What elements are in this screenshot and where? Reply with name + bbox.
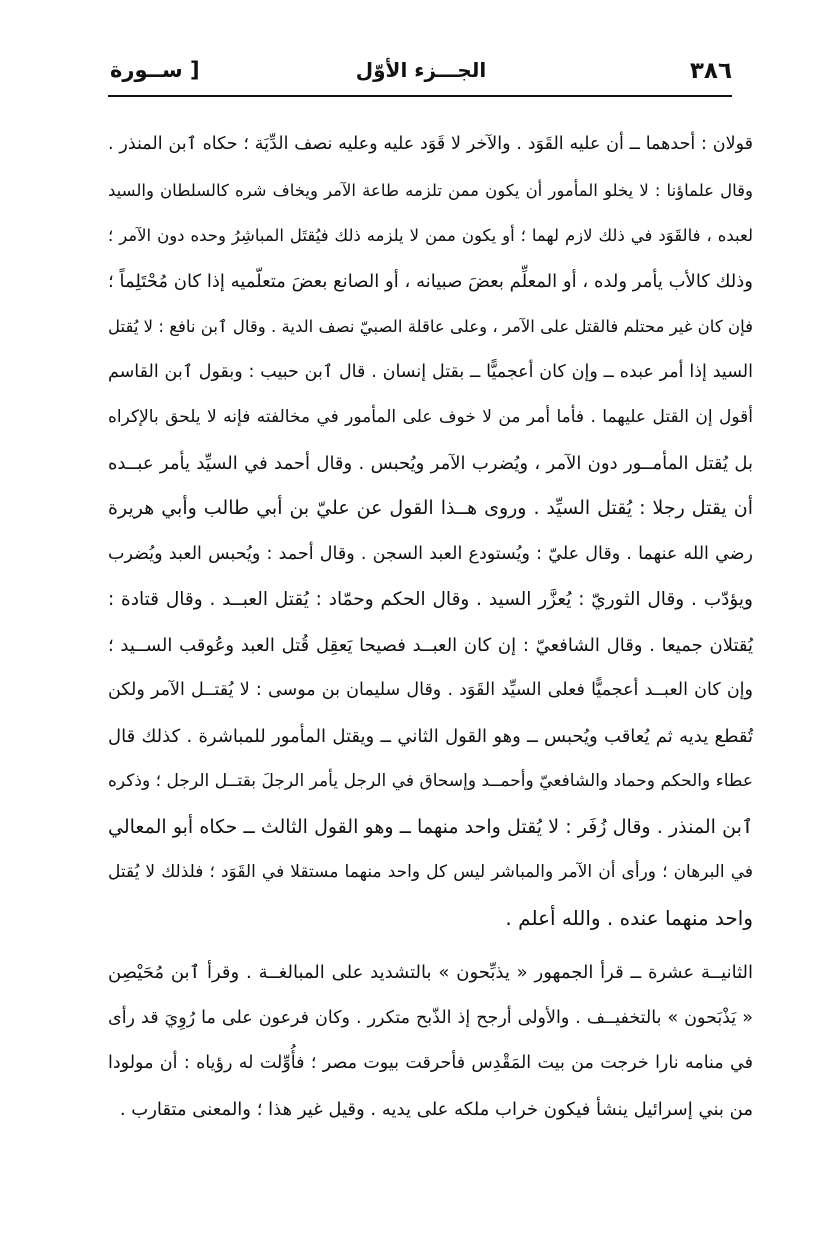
text-line: ويؤدّب . وقال الثوريّ : يُعزَّر السيد . وقال الحكم وحمّاد : يُقتل العبــد . وقال قتادة : xyxy=(108,589,753,610)
surah-running-title: [ ســورة xyxy=(110,58,200,82)
page-number: ٣٨٦ xyxy=(689,58,732,84)
text-line: فإن كان غير محتلم فالقتل على الآمر ، وعلى عاقلة الصبيّ نصف الدية . وقال ٱبن نافع : لا يُقتل xyxy=(108,317,753,336)
text-line: قولان : أحدهما ــ أن عليه القَوَد . والآخر لا قَوَد عليه وعليه نصف الدِّيَة ؛ حكاه ٱبن المنذر . xyxy=(108,134,753,154)
text-line: يُقتلان جميعا . وقال الشافعيّ : إن كان العبــد فصيحا يَعقِل قُتل العبد وعُوقب الســيد ؛ xyxy=(108,634,753,656)
paragraph-1 xyxy=(108,122,753,941)
text-line: وإن كان العبــد أعجميًّا فعلى السيِّد القَوَد . وقال سليمان بن موسى : لا يُقتــل الآمر ولكن xyxy=(108,680,753,700)
text-line: عطاء والحكم وحماد والشافعيّ وأحمــد وإسحاق في الرجل يأمر الرجلَ بقتــل الرجل ؛ وذكره xyxy=(108,771,753,791)
page-header xyxy=(110,58,732,92)
text-line: من بني إسرائيل ينشأ فيكون خراب ملكه على يديه . وقيل غير هذا ؛ والمعنى متقارب . xyxy=(119,1098,753,1120)
text-line: الثانيــة عشرة ــ قرأ الجمهور « يذبِّحون » بالتشديد على المبالغــة . وقرأ ٱبن مُحَيْصِن xyxy=(108,962,753,983)
part-title: الجـــزء الأوّل xyxy=(355,58,487,82)
text-line: أن يقتل رجلا : يُقتل السيِّد . وروى هــذا القول عن عليّ بن أبي طالب وأبي هريرة xyxy=(108,497,753,519)
header-rule xyxy=(108,95,732,97)
text-line: لعبده ، فالقَوَد في ذلك لازم لهما ؛ أو يكون ممن لا يلزمه ذلك فيُقتَل المباشِرُ وحده دون الآمر ؛ xyxy=(108,226,753,245)
text-line: السيد إذا أمر عبده ــ وإن كان أعجميًّا ــ بقتل إنسان . قال ٱبن حبيب : وبقول ٱبن القاسم xyxy=(108,361,753,382)
text-line: في منامه نارا خرجت من بيت المَقْدِس فأحرقت بيوت مصر ؛ فأُوِّلت له رؤياه : أن مولودا xyxy=(108,1053,753,1073)
text-line: بل يُقتل المأمــور دون الآمر ، ويُضرب الآمر ويُحبس . وقال أحمد في السيِّد يأمر عبــده xyxy=(108,452,753,474)
text-line: تُقطع يديه ثم يُعاقب ويُحبس ــ وهو القول الثاني ــ ويقتل المأمور للمباشرة . كذلك قال xyxy=(108,725,753,747)
text-line: واحد منهما عنده . والله أعلم . xyxy=(505,905,753,930)
text-line: في البرهان ؛ ورأى أن الآمر والمباشر ليس كل واحد منهما مستقلا في القَوَد ؛ فلذلك لا يُقتل xyxy=(108,862,753,882)
text-line: وقال علماؤنا : لا يخلو المأمور أن يكون ممن تلزمه طاعة الآمر ويخاف شره كالسلطان والسيد xyxy=(108,180,753,200)
paragraph-2 xyxy=(108,950,753,1132)
text-line: وذلك كالأب يأمر ولده ، أو المعلِّم بعضَ صبيانه ، أو الصانع بعضَ متعلّميه إذا كان مُحْتَلِماً ؛ xyxy=(108,270,753,292)
text-line: أقول إن القتل عليهما . فأما أمر من لا خوف على المأمور في مخالفته فإنه لا يلحق بالإكراه xyxy=(108,407,753,427)
text-line: رضي الله عنهما . وقال عليّ : ويُستودع العبد السجن . وقال أحمد : ويُحبس العبد ويُضرب xyxy=(108,543,753,564)
text-line: ٱبن المنذر . وقال زُفَر : لا يُقتل واحد منهما ــ وهو القول الثالث ــ حكاه أبو المعالي xyxy=(108,815,753,838)
text-line: « يَذْبَحون » بالتخفيــف . والأولى أرجح إذ الذّبح متكرر . وكان فرعون على ما رُوِيَ قد رأى xyxy=(108,1007,753,1028)
